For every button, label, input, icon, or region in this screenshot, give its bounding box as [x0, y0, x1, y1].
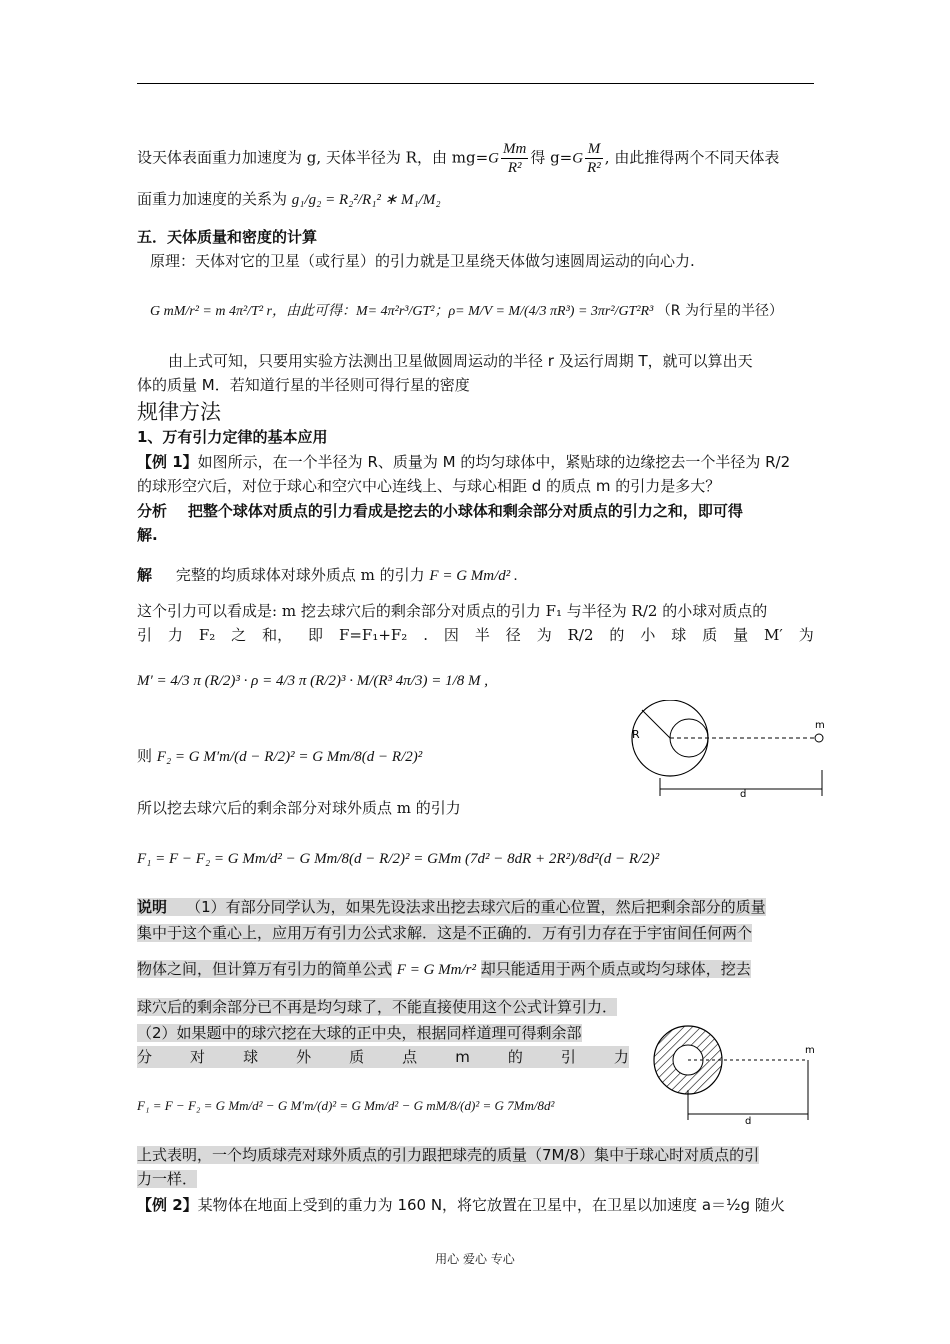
note-line3: [137, 958, 814, 981]
solution-line4: 所以挖去球穴后的剩余部分对球外质点 m 的引力: [137, 799, 461, 817]
f1-formula: F₁ = F − F₂ = G Mm/d² − G Mm/8(d − R/2)² = GMm (7d² − 8dR + 2R²)/8d²(d − R/2)²: [137, 851, 660, 867]
solution-line3: [137, 624, 814, 646]
g-symbol: G: [488, 150, 499, 167]
mass-formula: M′ = 4/3 π (R/2)³ · ρ = 4/3 π (R/2)³ · M/(R³ 4π/3) = 1/8 M ,: [137, 673, 488, 689]
word: 小: [640, 626, 656, 644]
word: 球: [243, 1048, 259, 1066]
text: （2）如果题中的球穴挖在大球的正中央，根据同样道理可得剩余部: [137, 1024, 582, 1042]
text: 把整个球体对质点的引力看成是挖去的小球体和剩余部分对质点的引力之和，即可得: [187, 502, 743, 520]
text: 力一样．: [137, 1170, 198, 1188]
relation-formula: g₁/g₂ = R₂²/R₁² ∗ M₁/M₂: [291, 192, 441, 208]
note-line6: [137, 1046, 629, 1068]
word: 的: [609, 626, 625, 644]
principle-text: 原理：天体对它的卫星（或行星）的引力就是卫星绕天体做匀速圆周运动的向心力.: [150, 252, 695, 270]
word: 引: [560, 1048, 576, 1066]
formula: G mM/r² = m 4π²/T² r，由此可得：M= 4π²r³/GT²；ρ= M/V = M/(4/3 πR³) = 3πr²/GT²R³: [150, 304, 654, 319]
conclusion-line2: 体的质量 M．若知道行星的半径则可得行星的密度: [137, 376, 470, 394]
word: 外: [296, 1048, 312, 1066]
denominator: R²: [587, 160, 601, 176]
example1-line1: [137, 451, 814, 473]
word: 因: [443, 626, 459, 644]
formula: F = G Mm/r²: [396, 962, 476, 978]
text: 完整的均质球体对球外质点 m 的引力: [175, 566, 425, 584]
text: 得 g=: [530, 148, 573, 167]
word: 力: [167, 626, 183, 644]
g-symbol: G: [572, 150, 584, 167]
note-line1: [137, 896, 814, 918]
text: （1）有部分同学认为，如果先设法求出挖去球穴后的重心位置，然后把剩余部分的质量: [186, 898, 766, 916]
word: 半: [474, 626, 490, 644]
analysis-label: 分析: [137, 502, 168, 520]
conclusion-line1: 由上式可知，只要用实验方法测出卫星做圆周运动的半径 r 及运行周期 T，就可以算出天: [168, 352, 753, 370]
example-label: 【例 2】: [137, 1196, 198, 1214]
word: 之: [231, 626, 247, 644]
text: 设天体表面重力加速度为 g, 天体半径为 R，由 mg=: [137, 148, 489, 167]
word: 量: [733, 626, 749, 644]
solution-line1: [137, 564, 814, 587]
formula-note: （R 为行星的半径）: [656, 303, 783, 319]
numerator: Mm: [502, 141, 527, 157]
word: 径: [505, 626, 521, 644]
text: 则: [137, 747, 153, 765]
word: 引: [137, 626, 153, 644]
word: 点: [402, 1048, 418, 1066]
text: , 由此推得两个不同天体表: [604, 148, 780, 167]
text: 物体之间，但计算万有引力的简单公式: [137, 960, 393, 978]
radius-line: [642, 710, 670, 738]
note-line5: [137, 1022, 629, 1044]
cavity: [670, 719, 708, 757]
word: R/2: [567, 626, 594, 644]
note-line7: [137, 1144, 814, 1166]
label-d: d: [740, 789, 747, 800]
f1-center-formula: F₁ = F − F₂ = G Mm/d² − G M′m/(d)² = G Mm/d² − G mM/8/(d)² = G 7Mm/8d²: [137, 1098, 555, 1113]
word: 的: [507, 1048, 523, 1066]
analysis-line2: 解.: [137, 526, 158, 544]
text: 上式表明，一个均质球壳对球外质点的引力跟把球壳的质量（7M/8）集中于球心时对质点的引: [137, 1146, 760, 1164]
label-m: m: [805, 1045, 815, 1056]
word: 质: [349, 1048, 365, 1066]
solution-line2: 这个引力可以看成是: m 挖去球穴后的剩余部分对质点的引力 F₁ 与半径为 R/2 的小球对质点的: [137, 602, 768, 620]
mass-density-formula: [150, 300, 827, 323]
formula: F = G Mm/d² .: [429, 568, 518, 584]
text: 集中于这个重心上，应用万有引力公式求解．这是不正确的．万有引力存在于宇宙间任何两个: [137, 924, 753, 942]
rules-heading: 规律方法: [137, 400, 221, 424]
word: F=F₁+F₂: [338, 626, 408, 644]
note-line2: [137, 922, 814, 944]
example1-line2: 的球形空穴后，对位于球心和空穴中心连线上、与球心相距 d 的质点 m 的引力是多大？: [137, 477, 721, 495]
example-label: 【例 1】: [137, 453, 198, 471]
figure-central-cavity: [650, 1018, 820, 1133]
numerator: M: [585, 140, 603, 159]
label-d: d: [745, 1116, 752, 1127]
fraction: [585, 140, 603, 177]
note-line8: [137, 1168, 814, 1190]
label-R: R: [632, 728, 640, 741]
word: 即: [308, 626, 324, 644]
note-label: 说明: [137, 898, 168, 916]
word: 为: [798, 626, 814, 644]
text: 面重力加速度的关系为: [137, 190, 288, 208]
label-m: m: [815, 720, 825, 731]
section-title: 五．天体质量和密度的计算: [137, 228, 318, 246]
gravity-paragraph-line1: [137, 140, 814, 177]
word: 质: [702, 626, 718, 644]
denominator: R²: [507, 160, 522, 176]
word: 球: [671, 626, 687, 644]
text: 如图所示，在一个半径为 R、质量为 M 的均匀球体中，紧贴球的边缘挖去一个半径为 R/2: [197, 453, 791, 471]
word: m: [455, 1048, 470, 1066]
word: M′: [764, 626, 783, 644]
word: 力: [613, 1048, 629, 1066]
solution-label: 解: [137, 566, 153, 584]
word: 分: [137, 1048, 153, 1066]
word: F₂: [198, 626, 216, 644]
gravity-paragraph-line2: [137, 188, 814, 211]
footer: 用心 爱心 专心: [435, 1252, 515, 1266]
rules-subheading: 1、万有引力定律的基本应用: [137, 428, 328, 446]
header-rule: [137, 83, 814, 84]
example2-line: [137, 1194, 814, 1216]
text: 某物体在地面上受到的重力为 160 N，将它放置在卫星中，在卫星以加速度 a＝½g 随火: [197, 1196, 785, 1214]
f2-formula: F₂ = G M′m/(d − R/2)² = G Mm/8(d − R/2)²: [156, 749, 423, 765]
fraction: [501, 140, 528, 177]
figure-hollowed-sphere: [620, 700, 830, 800]
word: 和，: [262, 626, 293, 644]
text: 球穴后的剩余部分已不再是均匀球了，不能直接使用这个公式计算引力．: [137, 998, 618, 1016]
word: .: [423, 626, 429, 644]
note-line4: [137, 996, 814, 1018]
text: 却只能适用于两个质点或均匀球体，挖去: [480, 960, 751, 978]
analysis-line1: [137, 500, 814, 522]
word: 对: [190, 1048, 206, 1066]
word: 为: [536, 626, 552, 644]
point-mass: [815, 734, 823, 742]
